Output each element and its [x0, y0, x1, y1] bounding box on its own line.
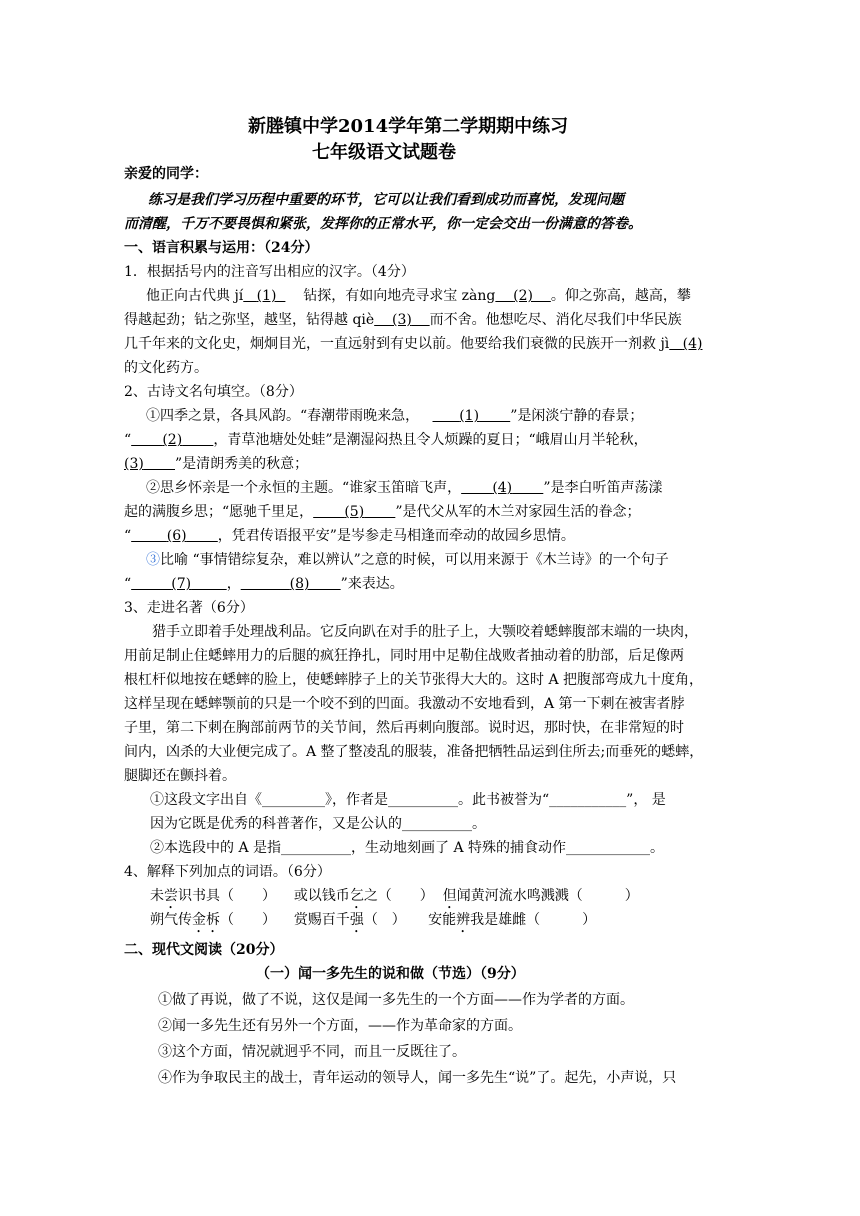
q2-line-f	[124, 526, 575, 546]
question-1: 1．根据括号内的注音写出相应的汉字。（4分）	[124, 264, 415, 280]
question-3: 3、走进名著（6分）	[124, 600, 254, 616]
text: 未	[150, 888, 164, 904]
blank-1[interactable]: (1)	[256, 288, 277, 304]
text: 比喻 “事情错综复杂，难以辨认”之意的时候，可以用来源于《木兰诗》的一个句子	[160, 552, 669, 568]
passage-line-5: 子里，第二下刺在胸部前两节的关节间，然后再刺向腹部。说时迟，那时快，在非常短的时	[124, 720, 684, 736]
intro-line-2: 而清醒，千万不要畏惧和紧张，发挥你的正常水平，你一定会交出一份满意的答卷。	[124, 216, 642, 232]
section-2-heading: 二、现代文阅读（20分）	[124, 942, 284, 958]
text: “	[124, 576, 132, 592]
blank-2[interactable]: (2)	[513, 288, 534, 304]
q1-line-a	[146, 286, 691, 306]
dotted-word: 乞	[349, 888, 364, 904]
text: 或以钱币	[293, 888, 350, 904]
question-2: 2、古诗文名句填空。（8分）	[124, 384, 303, 400]
blank-8[interactable]: (8)	[289, 576, 310, 592]
blank-3[interactable]: (3)	[392, 312, 412, 328]
text: 朔气传	[150, 912, 192, 928]
text: 而不舍。他想吃尽、消化尽我们中华民族	[429, 312, 682, 328]
reading-para-3: ③这个方面，情况就迥乎不同，而且一反既往了。	[158, 1044, 466, 1060]
q2-line-g	[146, 550, 669, 570]
text: “	[124, 432, 132, 448]
text: 钻探，有如向地壳寻求宝 zàng	[303, 288, 496, 304]
blank-5[interactable]: (5)	[344, 504, 365, 520]
text: ”是清朗秀美的秋意；	[175, 456, 309, 472]
passage-line-6: 间内，凶杀的大业便完成了。A 整了整凌乱的服装，准备把牺牲品运到住所去;而垂死的蟋蟀，	[124, 744, 704, 760]
section-1-heading: 一、语言积累与运用：（24分）	[124, 240, 319, 256]
text: 。仰之弥高，越高，攀	[550, 288, 691, 304]
text: ”来表达。	[340, 576, 404, 592]
text: 几千年来的文化史，炯炯目光，一直远射到有史以前。他要给我们衰微的民族开一剂救 jì	[124, 336, 670, 352]
q1-line-d: 的文化药方。	[124, 360, 208, 376]
q4-row-2	[150, 910, 596, 936]
exam-subtitle: 七年级语文试题卷	[312, 142, 456, 163]
passage-line-4: 这样呈现在蟋蟀颚前的只是一个咬不到的凹面。我激动不安地看到，A 第一下刺在被害者脖	[124, 696, 685, 712]
q2-line-b	[124, 430, 648, 450]
blank-6[interactable]: (6)	[166, 528, 187, 544]
q3-item-1-line-2[interactable]: 因为它既是优秀的科普著作，又是公认的__________。	[150, 816, 486, 832]
q4-row-1	[150, 886, 639, 912]
text: ”是闲淡宁静的春景；	[510, 408, 644, 424]
text: 他正向古代典 jí	[146, 288, 244, 304]
q2-line-c	[124, 454, 308, 474]
reading-para-2: ②闻一多先生还有另外一个方面，——作为革命家的方面。	[158, 1018, 522, 1034]
q2-line-d	[146, 478, 662, 498]
greeting: 亲爱的同学：	[124, 166, 208, 182]
text: 起的满腹乡思；“愿驰千里足，	[124, 504, 314, 520]
answer-slot[interactable]: 之（ ）	[363, 888, 434, 904]
q3-item-1-line-1[interactable]: ①这段文字出自《_________》，作者是__________。此书被誉为“___________”， 是	[150, 792, 666, 808]
passage-line-3: 根杠杆似地按在蟋蟀的脸上，使蟋蟀脖子上的关节张得大大的。这时 A 把腹部弯成九十度角，	[124, 672, 704, 688]
q2-line-e	[124, 502, 640, 522]
text: 赏赐百千	[293, 912, 350, 928]
q2-line-h	[124, 574, 404, 594]
text: ”是代父从军的木兰对家园生活的眷念；	[395, 504, 641, 520]
q1-line-c	[124, 334, 702, 354]
text: “	[124, 528, 132, 544]
passage-line-2: 用前足制止住蟋蟀用力的后腿的疯狂挣扎，同时用中足勒住战败者抽动着的肋部，后足像两	[124, 648, 684, 664]
dotted-word: 尝	[164, 888, 178, 904]
text: ，	[226, 576, 241, 592]
dotted-word: 金柝	[192, 912, 220, 928]
blank-7[interactable]: (7)	[171, 576, 192, 592]
blank-4[interactable]: (4)	[492, 480, 513, 496]
answer-slot[interactable]: （ ）	[220, 912, 276, 928]
dotted-word: 但	[442, 888, 457, 904]
question-4: 4、解释下列加点的词语。（6分）	[124, 864, 331, 880]
text: ，凭君传语报平安”是岑参走马相逢而牵动的故园乡思情。	[217, 528, 575, 544]
blank-2[interactable]: (2)	[162, 432, 183, 448]
intro-line-1: 练习是我们学习历程中重要的环节，它可以让我们看到成功而喜悦，发现问题	[148, 192, 624, 208]
answer-slot[interactable]: （ ）	[363, 912, 406, 928]
exam-title: 新塍镇中学2014学年第二学期期中练习	[248, 116, 569, 137]
text: ②思乡怀亲是一个永恒的主题。“谁家玉笛暗飞声，	[146, 480, 462, 496]
text: 得越起劲；钻之弥坚，越坚，钻得越 qiè	[124, 312, 375, 328]
text: ”是李白听笛声荡漾	[543, 480, 663, 496]
answer-slot[interactable]: 识书具（ ）	[178, 888, 276, 904]
text: ①四季之景，各具风韵。“春潮带雨晚来急，	[146, 408, 420, 424]
dotted-word: 辨	[456, 912, 471, 928]
circled-number: ③	[146, 552, 160, 568]
answer-slot[interactable]: 闻黄河流水鸣溅溅（ ）	[456, 888, 639, 904]
reading-para-1: ①做了再说，做了不说，这仅是闻一多先生的一个方面——作为学者的方面。	[158, 992, 634, 1008]
blank-4[interactable]: (4)	[682, 336, 703, 352]
text: 安能	[428, 912, 457, 928]
blank-1[interactable]: (1)	[459, 408, 480, 424]
reading-para-4: ④作为争取民主的战士，青年运动的领导人，闻一多先生“说”了。起先，小声说，只	[158, 1070, 677, 1086]
q3-item-2[interactable]: ②本选段中的 A 是指__________，生动地刻画了 A 特殊的捕食动作____________。	[150, 840, 665, 856]
q2-line-a	[146, 406, 643, 426]
q1-line-b	[124, 310, 682, 330]
dotted-word: 强	[349, 912, 364, 928]
reading-1-title: （一）闻一多先生的说和做（节选）（9分）	[256, 966, 525, 982]
passage-line-7: 腿脚还在颤抖着。	[124, 768, 236, 784]
text: ，青草池塘处处蛙”是潮湿闷热且令人烦躁的夏日；“峨眉山月半轮秋，	[213, 432, 648, 448]
answer-slot[interactable]: 我是雄雌（ ）	[470, 912, 597, 928]
passage-line-1: 猎手立即着手处理战利品。它反向趴在对手的肚子上，大颚咬着蟋蟀腹部末端的一块肉，	[152, 624, 698, 640]
blank-3[interactable]: (3)	[124, 456, 144, 472]
